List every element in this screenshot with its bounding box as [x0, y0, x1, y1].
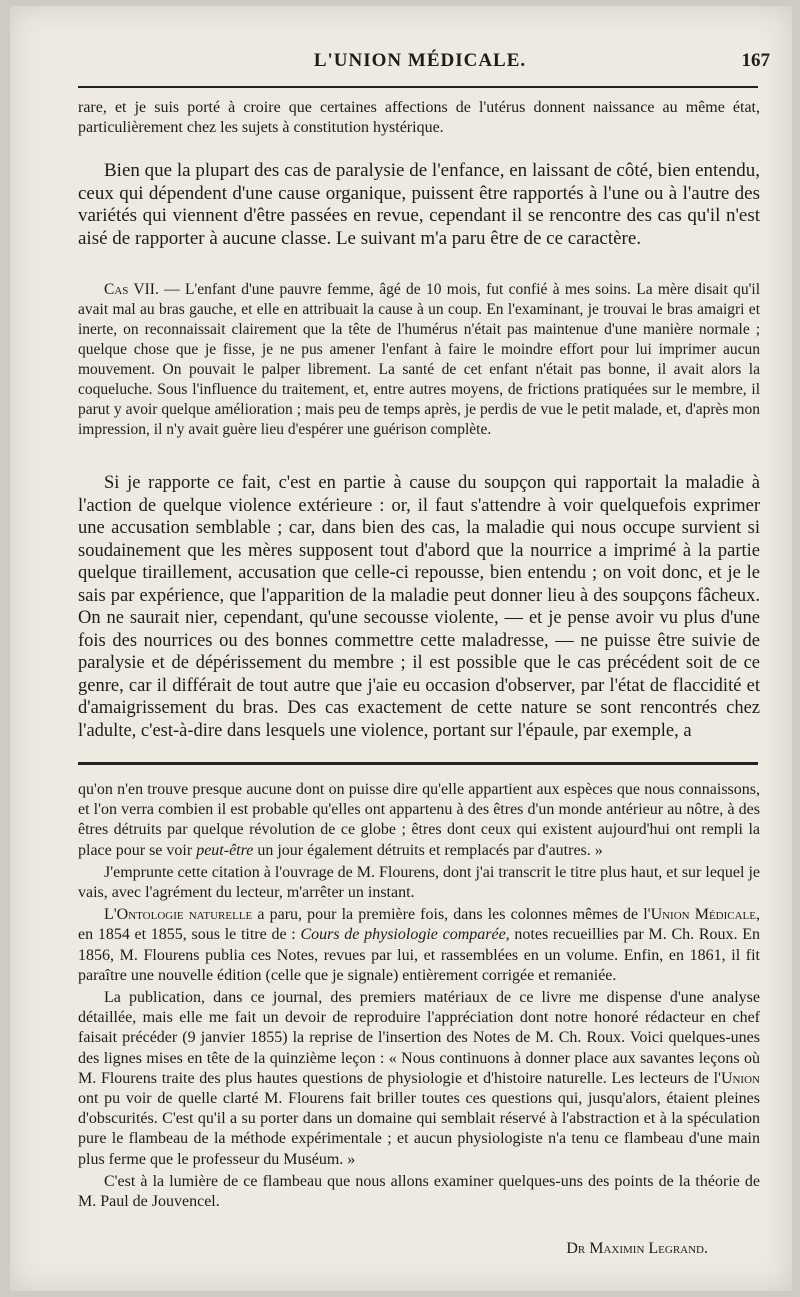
feuilleton-text: notes recueillies par M. Ch. Roux. En 1856, M. Flourens publia ces Notes, revues par lui, et rassemblées en un volume. Enfin, en 1861, il fit paraître une nouvelle édition (celle que je signale) entièrement corrigée et remaniée.	[78, 926, 760, 984]
journal-name: Union Médicale	[650, 906, 756, 924]
feuilleton-text: , en 1854 et 1855, sous le titre de :	[78, 906, 760, 944]
feuilleton-paragraph	[78, 780, 760, 861]
feuilleton	[78, 780, 760, 1212]
paragraph-text: Si je rapporte ce fait, c'est en partie à cause du soupçon qui rapportait la maladie à l'action de quelque violence extérieure : or, il faut s'attendre à voir quelquefois exprimer une accusation semblable ; car, dans bien des cas, la maladie qui nous occupe survient si soudainement que les mères supposent tout d'abord que la nourrice a imprimé à la partie quelque tiraillement, accusation que celle-ci repousse, bien entendu ; on voit donc, et je le sais par expérience, que l'apparition de la maladie peut donner lieu à des soupçons fâcheux. On ne saurait nier, cependant, qu'une secousse violente, — et je pense avoir vu plus d'une fois des nourrices ou des bonnes commettre cette maladresse, — ne puisse être suivie de paralysie et de dépérissement du membre ; il est possible que le cas précédent soit de ce genre, car il différait de tout autre que j'aie eu occasion d'observer, par l'état de flaccidité et d'amaigrissement du bras. Des cas exactement de cette nature se sont rencontrés chez l'adulte, c'est-à-dire dans lesquels une violence, portant sur l'épaule, par exemple, a	[78, 473, 760, 741]
feuilleton-paragraph: J'emprunte cette citation à l'ouvrage de M. Flourens, dont j'ai transcrit le titre plus haut, et sur lequel je vais, avec l'agrément du lecteur, m'arrêter un instant.	[78, 863, 761, 902]
header-rule	[78, 86, 758, 88]
feuilleton-paragraph	[78, 988, 760, 1170]
feuilleton-text: La publication, dans ce journal, des premiers matériaux de ce livre me dispense d'une analyse détaillée, mais elle me fait un devoir de reproduire l'appréciation dont notre honoré rédacteur en chef faisait précéder (9 janvier 1855) la reprise de l'insertion des Notes de M. Ch. Roux. Voici quelques-unes des lignes mises en tête de la quinzième leçon : « Nous continuons à donner place aux savantes leçons où M. Flourens traite des plus hautes questions de physiologie et d'histoire naturelle. Les lecteurs de l'	[78, 989, 760, 1087]
feuilleton-paragraph	[78, 905, 760, 986]
book-title: L'Ontologie naturelle	[104, 906, 253, 924]
case-paragraph	[78, 280, 760, 440]
feuilleton-text: ont pu voir de quelle clarté M. Flourens fait briller toutes ces questions qui, jusqu'alors, étaient pleines d'obscurités. C'est qu'il a su porter dans un domaine qui semblait réservé à l'abstraction et à la spéculation pure le flambeau de la méthode expérimentale ; et aucun physiologiste n'a tenu ce flambeau d'une main plus ferme que le professeur du Muséum. »	[78, 1090, 760, 1168]
case-report	[78, 280, 760, 440]
paragraph-violence	[78, 472, 760, 742]
feuilleton-text: a paru, pour la première fois, dans les colonnes mêmes de l'	[252, 906, 651, 924]
paragraph-text: Bien que la plupart des cas de paralysie de l'enfance, en laissant de côté, bien entendu, ceux qui dépendent d'une cause organique, puissent être rapportés à l'une ou à l'autre des variétés qui viennent d'être passées en revue, cependant il se rencontre des cas qu'il n'est aisé de rapporter à aucune classe. Le suivant m'a paru être de ce caractère.	[78, 160, 760, 249]
case-label: Cas VII.	[104, 281, 159, 298]
running-title: L'UNION MÉDICALE.	[313, 50, 527, 71]
case-text: — L'enfant d'une pauvre femme, âgé de 10 mois, fut confié à mes soins. La mère disait qu'il avait mal au bras gauche, et elle en attribuait la cause à un coup. En l'examinant, je trouvai le bras amaigri et inerte, on reconnaissait clairement que la tête de l'humérus n'était pas maintenue d'une manière normale ; quelque chose que je fisse, je ne pus amener l'enfant à faire le moindre effort pour lui imprimer aucun mouvement. On pouvait le palper librement. La santé de cet enfant n'était pas bonne, il avait alors la coqueluche. Sous l'influence du traitement, et, entre autres moyens, de frictions pratiquées sur le membre, il parut y avoir quelque amélioration ; mais peu de temps après, je perdis de vue le petit malade, et, d'après mon impression, il n'y avait guère lieu d'espérer une guérison complète.	[78, 281, 760, 438]
course-title: Cours de physiologie comparée,	[300, 926, 510, 944]
author-signature: Dr Maximin Legrand.	[566, 1240, 708, 1257]
feuilleton-rule	[78, 762, 758, 765]
journal-name: Union	[720, 1069, 760, 1087]
paragraph-continuation	[78, 98, 760, 138]
page-number: 167	[741, 50, 770, 71]
feuilleton-text: qu'on n'en trouve presque aucune dont on puisse dire qu'elle appartient aux espèces que nous connaissons, et l'on verra combien il est probable qu'elles ont appartenu à des êtres d'un monde antérieur au nôtre, à des êtres détruits par quelque révolution de ce globe ; êtres dont ceux qui existent aujourd'hui ont rempli la place pour se voir	[78, 781, 760, 859]
feuilleton-text: un jour également détruits et remplacés par d'autres. »	[253, 841, 603, 859]
paragraph-text: rare, et je suis porté à croire que certaines affections de l'utérus donnent naissance au même état, particulièrement chez les sujets à constitution hystérique.	[78, 99, 760, 136]
page-header	[70, 50, 770, 78]
feuilleton-italic: peut-être	[196, 841, 254, 859]
feuilleton-paragraph: C'est à la lumière de ce flambeau que nous allons examiner quelques-uns des points de la théorie de M. Paul de Jouvencel.	[78, 1172, 760, 1211]
paragraph-childhood-paralysis	[78, 160, 760, 250]
